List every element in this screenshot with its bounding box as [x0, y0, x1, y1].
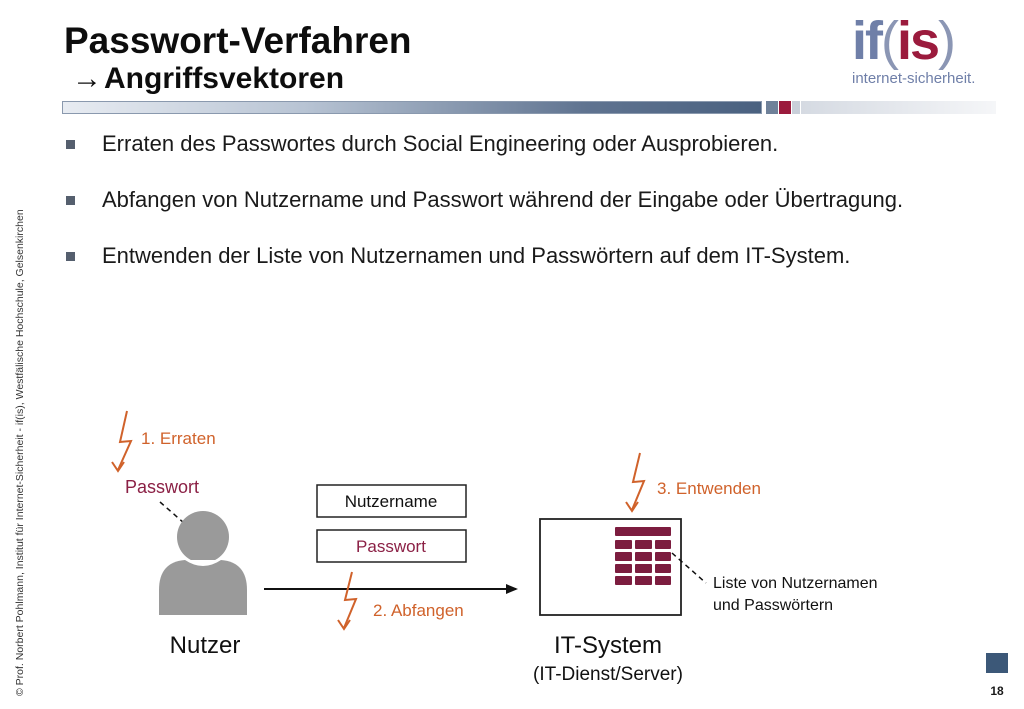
lightning-icon — [118, 411, 131, 470]
list-label-line2: und Passwörtern — [713, 597, 834, 614]
user-icon — [159, 511, 247, 615]
page-title: Passwort-Verfahren — [64, 20, 412, 61]
lightning-icon — [632, 453, 644, 510]
it-system-sublabel: (IT-Dienst/Server) — [533, 664, 683, 685]
username-box-label: Nutzername — [344, 492, 438, 511]
lightning-arrowhead — [112, 462, 124, 471]
logo-subtitle: internet-sicherheit. — [852, 70, 976, 87]
lightning-arrowhead — [626, 502, 638, 511]
bullet-item: Erraten des Passwortes durch Social Engineering oder Ausprobieren. — [66, 130, 926, 157]
it-system-label: IT-System — [553, 632, 663, 659]
logo-bracket-close: ) — [938, 11, 955, 71]
logo-bracket-open: ( — [881, 11, 897, 71]
copyright-text: © Prof. Norbert Pohlmann, Institut für Internet-Sicherheit - if(is), Westfälische Hochschule, Gelsenkirchen — [14, 209, 26, 696]
logo-core: is — [896, 11, 939, 71]
attack-guess-label: 1. Erraten — [141, 429, 216, 448]
user-label: Nutzer — [169, 632, 241, 659]
logo-prefix: if — [852, 11, 881, 71]
list-label-line1: Liste von Nutzernamen — [713, 575, 878, 592]
attack-intercept-label: 2. Abfangen — [373, 601, 464, 620]
page-number-box — [986, 653, 1008, 673]
page-number: 18 — [990, 684, 1004, 698]
password-box-label: Passwort — [356, 537, 426, 556]
bullet-item: Entwenden der Liste von Nutzernamen und Passwörtern auf dem IT-System. — [66, 242, 922, 269]
subtitle-text: Angriffsvektoren — [104, 62, 345, 95]
user-password-label: Passwort — [125, 477, 200, 497]
arrow-right-icon: → — [72, 62, 102, 95]
password-list-icon — [615, 527, 671, 585]
lightning-arrowhead — [338, 620, 350, 629]
bullet-item: Abfangen von Nutzername und Passwort während der Eingabe oder Übertragung. — [66, 186, 912, 213]
attack-steal-label: 3. Entwenden — [657, 479, 761, 498]
lightning-icon — [344, 572, 356, 628]
